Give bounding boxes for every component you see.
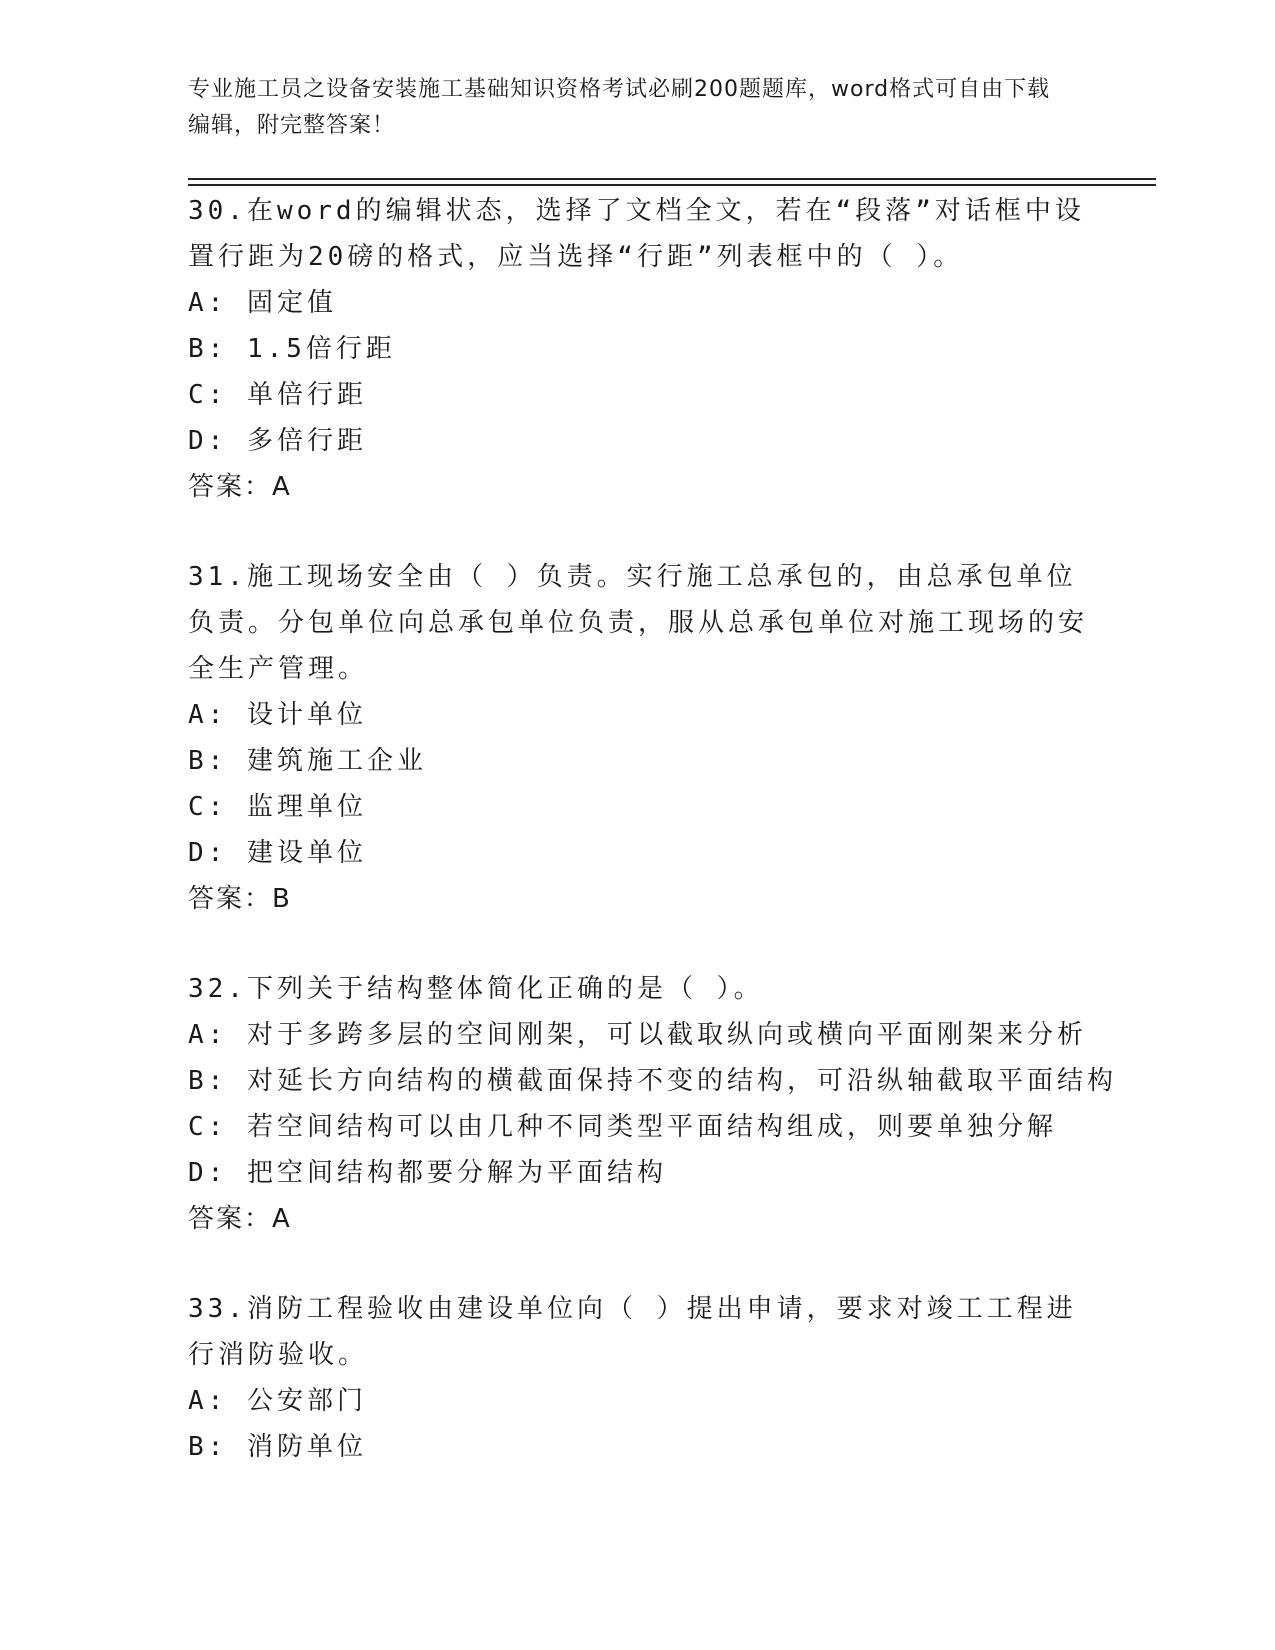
question-30 [188, 188, 1088, 510]
document-title: 专业施工员之设备安装施工基础知识资格考试必刷200题题库，word格式可自由下载编辑，附完整答案！ [188, 77, 1051, 138]
answer: 答案：B [188, 884, 292, 914]
option-b: B: 对延长方向结构的横截面保持不变的结构，可沿纵轴截取平面结构 [188, 1066, 1117, 1096]
option-d: D: 建设单位 [188, 838, 367, 868]
header-divider-top [188, 178, 1156, 180]
header-divider-bottom [188, 184, 1156, 186]
question-stem: 32.下列关于结构整体简化正确的是（ ）。 [188, 974, 764, 1004]
option-c: C: 监理单位 [188, 792, 367, 822]
option-d: D: 把空间结构都要分解为平面结构 [188, 1158, 667, 1188]
option-d: D: 多倍行距 [188, 426, 367, 456]
answer: 答案：A [188, 1204, 292, 1234]
question-31 [188, 554, 1088, 922]
question-stem: 31.施工现场安全由（ ）负责。实行施工总承包的，由总承包单位负责。分包单位向总承包单位负责，服从总承包单位对施工现场的安全生产管理。 [188, 562, 1089, 684]
question-33 [188, 1286, 1088, 1470]
option-a: A: 固定值 [188, 288, 337, 318]
option-c: C: 若空间结构可以由几种不同类型平面结构组成，则要单独分解 [188, 1112, 1057, 1142]
option-b: B: 1.5倍行距 [188, 334, 396, 364]
option-a: A: 对于多跨多层的空间刚架，可以截取纵向或横向平面刚架来分析 [188, 1020, 1087, 1050]
option-a: A: 公安部门 [188, 1386, 367, 1416]
option-b: B: 消防单位 [188, 1432, 367, 1462]
answer: 答案：A [188, 472, 292, 502]
option-c: C: 单倍行距 [188, 380, 367, 410]
option-b: B: 建筑施工企业 [188, 746, 427, 776]
question-stem: 30.在word的编辑状态，选择了文档全文，若在“段落”对话框中设置行距为20磅的格式，应当选择“行距”列表框中的（ ）。 [188, 196, 1085, 272]
option-a: A: 设计单位 [188, 700, 367, 730]
question-32 [188, 966, 1117, 1242]
question-stem: 33.消防工程验收由建设单位向（ ）提出申请，要求对竣工工程进行消防验收。 [188, 1294, 1077, 1370]
